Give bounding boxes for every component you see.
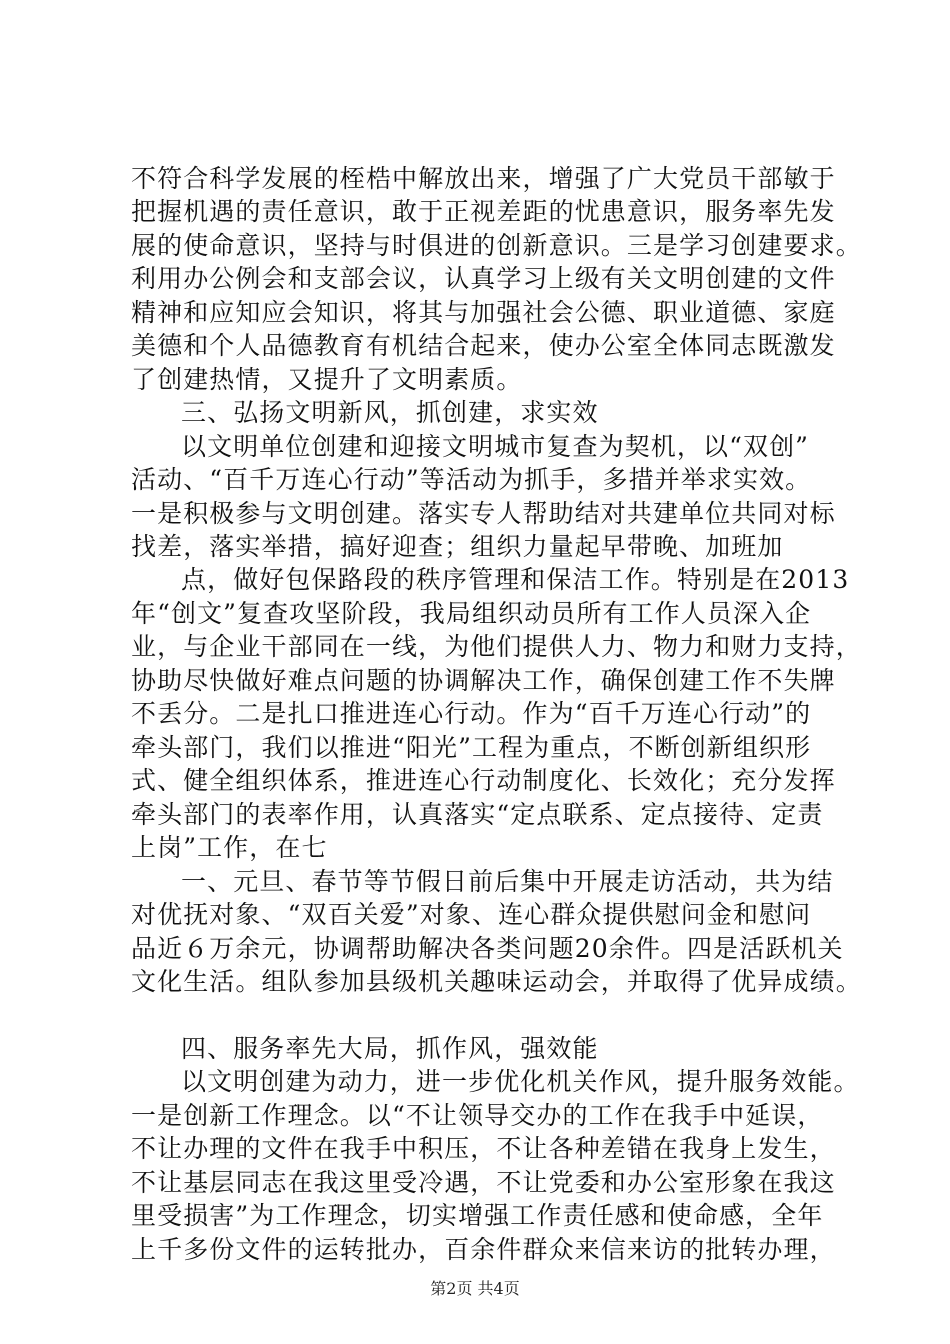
body-text-line: 上千多份文件的运转批办，百余件群众来信来访的批转办理， — [131, 1235, 836, 1264]
body-text-line: 文化生活。组队参加县级机关趣味运动会，并取得了优异成绩。 — [131, 967, 862, 996]
page-number-footer: 第2页 共4页 — [430, 1279, 520, 1298]
body-text-line: 不让基层同志在我这里受冷遇，不让党委和办公室形象在我这 — [131, 1168, 836, 1197]
body-text-line: 把握机遇的责任意识，敢于正视差距的忧患意识，服务率先发 — [131, 197, 836, 226]
body-text-line: 年“创文”复查攻坚阶段，我局组织动员所有工作人员深入企 — [131, 599, 812, 628]
body-text-line: 上岗”工作，在七 — [131, 833, 328, 862]
body-text-line: 里受损害”为工作理念，切实增强工作责任感和使命感，全年 — [131, 1201, 824, 1230]
body-text-line: 利用办公例会和支部会议，认真学习上级有关文明创建的文件 — [131, 264, 836, 293]
body-text-line: 活动、“百千万连心行动”等活动为抓手，多措并举求实效。 — [131, 465, 812, 494]
body-text-line: 对优抚对象、“双百关爱”对象、连心群众提供慰问金和慰问 — [131, 900, 812, 929]
body-text-line: 业，与企业干部同在一线，为他们提供人力、物力和财力支持， — [131, 632, 862, 661]
body-text-line: 牵头部门的表率作用，认真落实“定点联系、定点接待、定责 — [131, 800, 824, 829]
body-text-line: 点，做好包保路段的秩序管理和保洁工作。特别是在2013 — [181, 565, 850, 594]
body-text-line: 以文明创建为动力，进一步优化机关作风，提升服务效能。 — [181, 1067, 860, 1096]
body-text-line: 牵头部门，我们以推进“阳光”工程为重点，不断创新组织形 — [131, 733, 812, 762]
body-text-line: 式、健全组织体系，推进连心行动制度化、长效化；充分发挥 — [131, 766, 836, 795]
body-text-line: 协助尽快做好难点问题的协调解决工作，确保创建工作不失牌 — [131, 666, 836, 695]
body-text-line: 品近６万余元，协调帮助解决各类问题20余件。四是活跃机关 — [131, 934, 844, 963]
body-text-line: 找差，落实举措，搞好迎查；组织力量起早带晚、加班加 — [131, 532, 784, 561]
body-text-line: 美德和个人品德教育有机结合起来，使办公室全体同志既激发 — [131, 331, 836, 360]
body-text-line: 精神和应知应会知识，将其与加强社会公德、职业道德、家庭 — [131, 298, 836, 327]
body-text-line: 不让办理的文件在我手中积压，不让各种差错在我身上发生， — [131, 1134, 836, 1163]
body-text-line: 一、元旦、春节等节假日前后集中开展走访活动，共为结 — [181, 867, 834, 896]
section-heading: 三、弘扬文明新风，抓创建，求实效 — [181, 398, 599, 427]
body-text-line: 展的使命意识，坚持与时俱进的创新意识。三是学习创建要求。 — [131, 231, 862, 260]
body-text-line: 以文明单位创建和迎接文明城市复查为契机，以“双创” — [181, 432, 810, 461]
section-heading: 四、服务率先大局，抓作风，强效能 — [181, 1034, 599, 1063]
body-text-line: 一是创新工作理念。以“不让领导交办的工作在我手中延误， — [131, 1101, 824, 1130]
body-text-line: 不丢分。二是扎口推进连心行动。作为“百千万连心行动”的 — [131, 699, 812, 728]
body-text-line: 一是积极参与文明创建。落实专人帮助结对共建单位共同对标 — [131, 499, 836, 528]
body-text-line: 不符合科学发展的桎梏中解放出来，增强了广大党员干部敏于 — [131, 164, 836, 193]
body-text-line: 了创建热情，又提升了文明素质。 — [131, 365, 523, 394]
